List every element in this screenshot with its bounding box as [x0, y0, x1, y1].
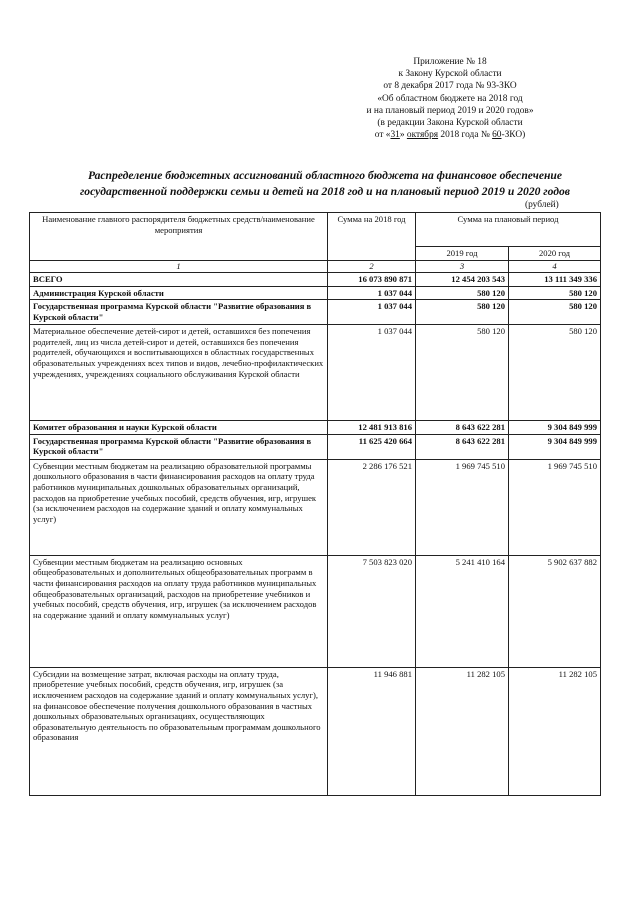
header-2020: 2020 год [509, 247, 601, 261]
row-2018: 11 625 420 664 [328, 434, 416, 459]
annex-date-month: октября [406, 130, 439, 141]
colnum-2: 2 [328, 261, 416, 273]
row-name: Комитет образования и науки Курской области [30, 421, 328, 435]
row-name: Субвенции местным бюджетам на реализацию образовательной программы дошкольного образования в части финансирования расходов на оплату труда работников муниципальных дошкольных образовательных организаций, расходов на приобретение учебных пособий, средств обучения, игр, игрушек (за исключением расходов на содержание зданий и оплату коммунальных услуг) [30, 459, 328, 555]
annex-date-mid: » [399, 130, 407, 141]
row-2018: 1 037 044 [328, 325, 416, 421]
row-2020: 1 969 745 510 [509, 459, 601, 555]
annex-line: к Закону Курской области [398, 69, 502, 80]
annex-law-number: 60 [492, 130, 502, 141]
row-2018: 2 286 176 521 [328, 459, 416, 555]
annex-line: «Об областном бюджете на 2018 год [377, 93, 523, 104]
table-row [30, 273, 601, 287]
row-name: Субсидии на возмещение затрат, включая расходы на оплату труда, приобретение учебных пособий, средств обучения, игр, игрушек (за исключением расходов на содержание зданий и оплату коммунальных услуг), на финансовое обеспечение получения дошкольного образования в частных дошкольных образовательных организациях, осуществляющих образовательную деятельность по образовательным программам дошкольного образования [30, 667, 328, 795]
row-2020: 13 111 349 336 [509, 273, 601, 287]
header-name: Наименование главного распорядителя бюджетных средств/наименование мероприятия [30, 213, 328, 261]
row-2019: 580 120 [416, 325, 509, 421]
table-row [30, 325, 601, 421]
colnum-3: 3 [416, 261, 509, 273]
row-2019: 1 969 745 510 [416, 459, 509, 555]
colnum-1: 1 [30, 261, 328, 273]
row-2020: 580 120 [509, 300, 601, 325]
row-2020: 5 902 637 882 [509, 555, 601, 667]
row-2019: 8 643 622 281 [416, 434, 509, 459]
table-row [30, 434, 601, 459]
annex-line: (в редакции Закона Курской области [377, 118, 523, 129]
table-row [30, 300, 601, 325]
row-2019: 580 120 [416, 286, 509, 300]
row-name: Администрация Курской области [30, 286, 328, 300]
title-line: государственной поддержки семьи и детей на 2018 год и на плановый период 2019 и 2020 годов [80, 184, 570, 198]
table-row [30, 667, 601, 795]
document-title [40, 168, 610, 199]
colnum-4: 4 [509, 261, 601, 273]
row-2019: 11 282 105 [416, 667, 509, 795]
header-plan-period: Сумма на плановый период [416, 213, 601, 247]
row-2020: 9 304 849 999 [509, 421, 601, 435]
unit-label: (рублей) [525, 200, 559, 210]
row-2018: 16 073 890 871 [328, 273, 416, 287]
annex-date-prefix: от « [374, 130, 391, 141]
annex-date-day: 31 [390, 130, 400, 141]
annex-line: Приложение № 18 [413, 57, 487, 67]
row-2018: 1 037 044 [328, 286, 416, 300]
table-row [30, 459, 601, 555]
table-row [30, 286, 601, 300]
row-name: Государственная программа Курской области "Развитие образования в Курской области" [30, 434, 328, 459]
budget-table [29, 212, 601, 796]
row-name: Государственная программа Курской области "Развитие образования в Курской области" [30, 300, 328, 325]
annex-line-date [300, 129, 600, 141]
row-2020: 580 120 [509, 325, 601, 421]
row-name: ВСЕГО [30, 273, 328, 287]
row-name: Материальное обеспечение детей-сирот и детей, оставшихся без попечения родителей, лиц из числа детей-сирот и детей, оставшихся без попечения родителей, обучающихся и воспитывающихся в областных государственных образовательных учреждениях всех типов и видов, лечебно-профилактических учреждениях, учреждениях социального обслуживания Курской области [30, 325, 328, 421]
row-2018: 7 503 823 020 [328, 555, 416, 667]
row-2018: 1 037 044 [328, 300, 416, 325]
row-2020: 9 304 849 999 [509, 434, 601, 459]
annex-line: и на плановый период 2019 и 2020 годов» [366, 105, 534, 116]
annex-date-year: 2018 года № [438, 130, 493, 141]
annex-header [300, 56, 600, 141]
row-2020: 580 120 [509, 286, 601, 300]
row-2019: 580 120 [416, 300, 509, 325]
row-2018: 11 946 881 [328, 667, 416, 795]
table-row [30, 555, 601, 667]
row-2020: 11 282 105 [509, 667, 601, 795]
row-2019: 12 454 203 543 [416, 273, 509, 287]
annex-date-suffix: -ЗКО) [501, 130, 526, 141]
table-row [30, 421, 601, 435]
row-2018: 12 481 913 816 [328, 421, 416, 435]
title-line: Распределение бюджетных ассигнований областного бюджета на финансовое обеспечение [87, 169, 563, 182]
header-2019: 2019 год [416, 247, 509, 261]
annex-line: от 8 декабря 2017 года № 93-ЗКО [383, 81, 517, 92]
header-sum-2018: Сумма на 2018 год [328, 213, 416, 261]
row-name: Субвенции местным бюджетам на реализацию основных общеобразовательных и дополнительных общеобразовательных программ в части финансирования расходов на оплату труда работников муниципальных общеобразовательных организаций, расходов на приобретение учебников и учебных пособий, средств обучения, игр, игрушек (за исключением расходов на содержание зданий и оплату коммунальных услуг) [30, 555, 328, 667]
row-2019: 8 643 622 281 [416, 421, 509, 435]
row-2019: 5 241 410 164 [416, 555, 509, 667]
